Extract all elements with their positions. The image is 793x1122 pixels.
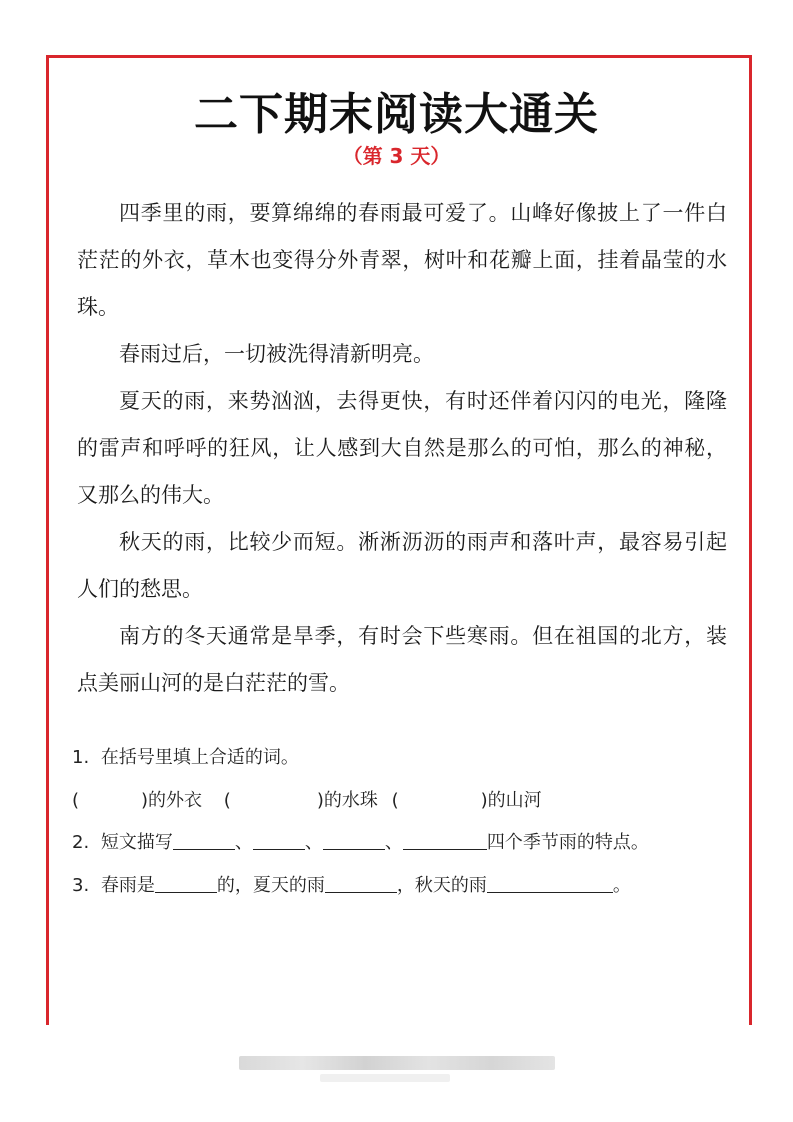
passage-paragraph: 四季里的雨，要算绵绵的春雨最可爱了。山峰好像披上了一件白茫茫的外衣，草木也变得分外青翠，树叶和花瓣上面，挂着晶莹的水珠。 [77, 201, 727, 319]
question-1-fill-line [72, 786, 542, 812]
question-number: 2. [72, 832, 90, 853]
question-text: ，秋天的雨 [396, 875, 487, 896]
question-2 [72, 828, 649, 854]
separator: 、 [234, 832, 253, 853]
answer-blank[interactable] [487, 874, 613, 893]
answer-blank[interactable] [173, 831, 235, 850]
separator: 、 [304, 832, 323, 853]
blank-suffix: )的山河 [480, 790, 542, 811]
question-text: 在括号里填上合适的词。 [100, 747, 299, 768]
page-subtitle: （第 3 天） [342, 144, 451, 168]
question-text: 短文描写 [100, 832, 173, 853]
passage-paragraph: 秋天的雨，比较少而短。淅淅沥沥的雨声和落叶声，最容易引起人们的愁思。 [77, 530, 727, 601]
blurred-footer-watermark [239, 1056, 555, 1070]
question-text: 四个季节雨的特点。 [486, 832, 649, 853]
question-text: 春雨是 [100, 875, 155, 896]
question-number: 3. [72, 875, 90, 896]
blurred-footer-watermark [320, 1074, 450, 1082]
page-title: 二下期末阅读大通关 [194, 89, 599, 140]
answer-blank[interactable] [403, 831, 487, 850]
question-3 [72, 871, 631, 897]
question-text: 。 [612, 875, 631, 896]
question-text: 的，夏天的雨 [216, 875, 325, 896]
question-number: 1. [72, 747, 90, 768]
open-paren: ( [391, 790, 399, 811]
reading-passage [77, 190, 727, 707]
passage-paragraph: 春雨过后，一切被洗得清新明亮。 [119, 342, 434, 366]
blank-suffix: )的外衣 [141, 790, 203, 811]
passage-paragraph: 南方的冬天通常是旱季，有时会下些寒雨。但在祖国的北方，装点美丽山河的是白茫茫的雪。 [77, 624, 727, 695]
answer-blank[interactable] [323, 831, 385, 850]
question-1 [72, 743, 299, 769]
answer-blank[interactable] [155, 874, 217, 893]
answer-blank[interactable] [253, 831, 305, 850]
passage-paragraph: 夏天的雨，来势汹汹，去得更快，有时还伴着闪闪的电光，隆隆的雷声和呼呼的狂风，让人感到大自然是那么的可怕，那么的神秘，又那么的伟大。 [77, 389, 727, 507]
open-paren: ( [72, 790, 80, 811]
answer-blank[interactable] [325, 874, 397, 893]
open-paren: ( [223, 790, 231, 811]
blank-suffix: )的水珠 [316, 790, 378, 811]
separator: 、 [384, 832, 403, 853]
